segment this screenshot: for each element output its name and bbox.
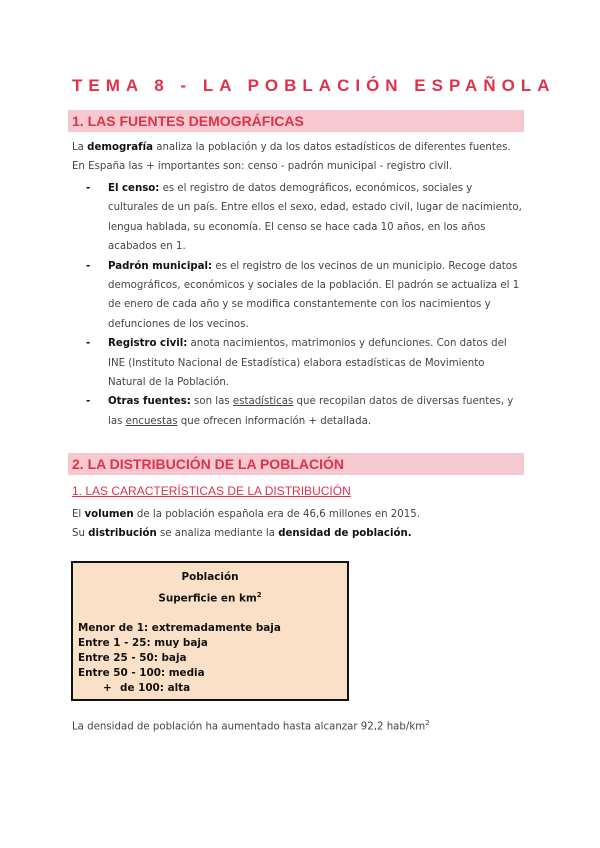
formula-denominator: Superficie en $km^2$: [158, 591, 262, 605]
dash-bullet: -: [86, 396, 91, 408]
range-item: Menor de 1: extremadamente baja: [78, 622, 281, 634]
underlined-encuestas: encuestas: [125, 415, 178, 427]
section-2-heading: 2. LA DISTRIBUCIÓN DE LA POBLACIÓN: [72, 456, 344, 472]
density-statement: La densidad de población ha aumentado hasta alcanzar 92,2 hab/$km^2$: [72, 719, 430, 733]
formula-numerator: Población: [181, 571, 239, 583]
range-item: Entre 1 - 25: muy baja: [78, 637, 208, 649]
list-item-otras: - Otras fuentes: son las estadísticas que recopilan datos de diversas fuentes, y las encuestas que ofrecen información + detallada.: [72, 392, 524, 431]
intro-line-2: En España las + importantes son: censo - padrón municipal - registro civil.: [72, 161, 453, 172]
distribution-line: Su distribución se analiza mediante la densidad de población.: [72, 528, 412, 539]
sources-list: [72, 179, 524, 431]
dash-bullet: -: [86, 260, 91, 272]
term-demografia: demografía: [87, 142, 153, 153]
range-item: Entre 50 - 100: media: [78, 667, 205, 679]
intro-line-1: La demografía analiza la población y da los datos estadísticos de diferentes fuentes.: [72, 142, 511, 153]
volume-line: El volumen de la población española era de 46,6 millones en 2015.: [72, 509, 420, 520]
list-item-registro: - Registro civil: anota nacimientos, matrimonios y defunciones. Con datos del INE (Instituto Nacional de Estadística) elabora estadísticas de Movimiento Natural de la Población.: [72, 334, 524, 392]
subsection-heading: 1. LAS CARACTERÍSTICAS DE LA DISTRIBUCIÓN: [72, 484, 351, 498]
density-box: Población Superficie en $km^2$ Menor de 1: extremadamente baja Entre 1 - 25: muy baja Entre 25 - 50: baja Entre 50 - 100: media + de 100: alta: [71, 561, 349, 701]
underlined-estadisticas: estadísticas: [232, 396, 294, 408]
list-item-censo: - El censo: es el registro de datos demográficos, económicos, sociales y culturales de un país. Entre ellos el sexo, edad, estado civil, lugar de nacimiento, lengua hablada, su economía. El censo se hace cada 10 años, en los años acabados en 1.: [72, 179, 524, 257]
dash-bullet: -: [86, 338, 91, 350]
dash-bullet: -: [86, 183, 91, 194]
intro-paragraph: [72, 138, 522, 176]
section-1-heading: 1. LAS FUENTES DEMOGRÁFICAS: [72, 113, 304, 129]
page-title: TEMA 8 - LA POBLACIÓN ESPAÑOLA: [72, 76, 556, 95]
list-item-padron: - Padrón municipal: es el registro de los vecinos de un municipio. Recoge datos demográficos, económicos y sociales de la población. El padrón se actualiza el 1 de enero de cada año y se modifica constantemente con los nacimientos y defunciones de los vecinos.: [72, 257, 524, 335]
distribution-paragraph: [72, 505, 522, 543]
range-item: Entre 25 - 50: baja: [78, 652, 187, 664]
